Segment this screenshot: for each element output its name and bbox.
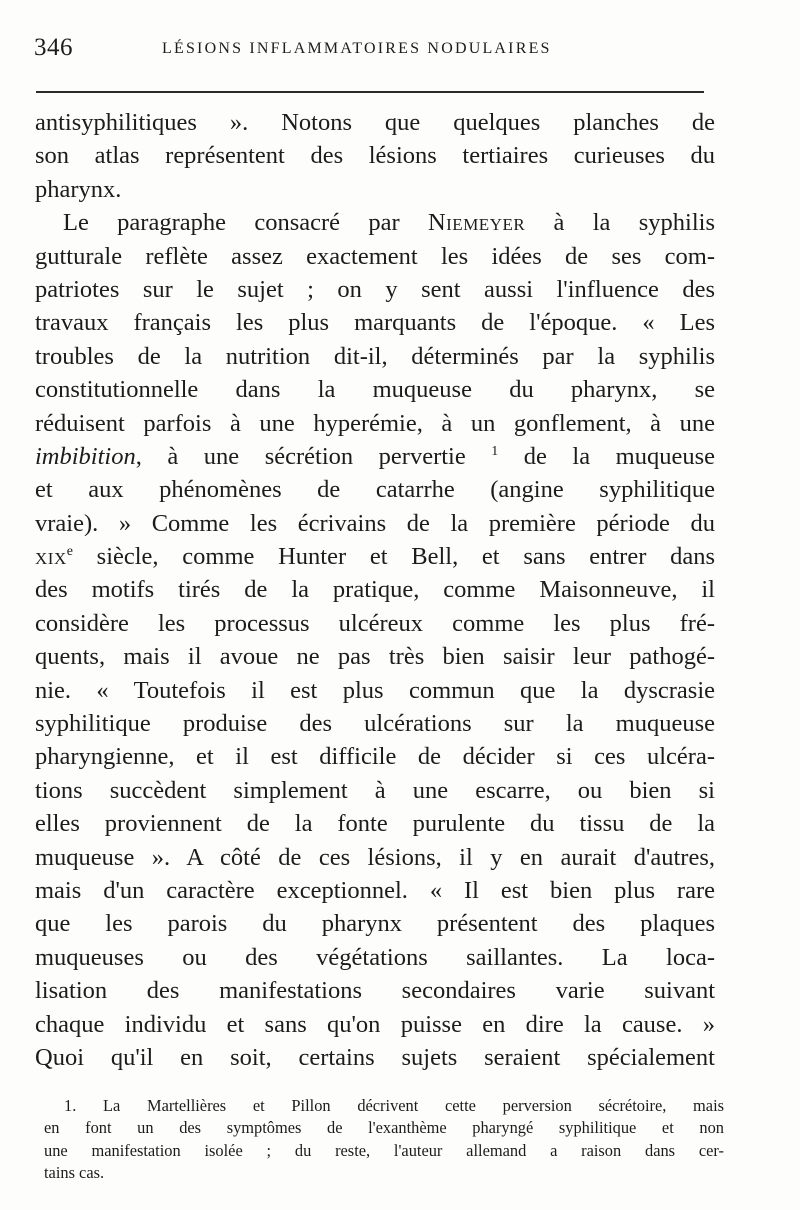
footnote-line: en font un des symptômes de l'exanthème pharyngé syphilitique et non bbox=[44, 1118, 724, 1138]
text-line: chaque individu et sans qu'on puisse en dire la cause. » bbox=[35, 1010, 715, 1038]
text-line: son atlas représentent des lésions tertiaires curieuses du bbox=[35, 142, 715, 170]
text-line: et aux phénomènes de catarrhe (angine syphilitique bbox=[35, 476, 715, 504]
text-line: vraie). » Comme les écrivains de la première période du bbox=[35, 509, 715, 537]
text-line: des motifs tirés de la pratique, comme Maisonneuve, il bbox=[35, 576, 715, 604]
text-line: muqueuses ou des végétations saillantes. La loca- bbox=[35, 943, 715, 971]
footnote-line: tains cas. bbox=[44, 1162, 105, 1182]
author-name: Niemeyer bbox=[427, 209, 526, 237]
text-line: mais d'un caractère exceptionnel. « Il est bien plus rare bbox=[35, 876, 715, 904]
footnote bbox=[44, 1095, 724, 1184]
running-title: LÉSIONS INFLAMMATOIRES NODULAIRES bbox=[162, 40, 552, 57]
text-line: Quoi qu'il en soit, certains sujets seraient spécialement bbox=[35, 1043, 715, 1071]
text-line: gutturale reflète assez exactement les idées de ses com- bbox=[35, 242, 715, 270]
text-line: pharyngienne, et il est difficile de décider si ces ulcéra- bbox=[35, 743, 715, 771]
text-line: antisyphilitiques ». Notons que quelques planches de bbox=[35, 109, 715, 136]
superscript-e: e bbox=[66, 544, 73, 560]
text-line: troubles de la nutrition dit-il, déterminés par la syphilis bbox=[35, 342, 715, 370]
text-fragment: siècle, comme Hunter et Bell, et sans entrer dans bbox=[72, 543, 715, 571]
footnote-line: 1. La Martellières et Pillon décrivent cette perversion sécrétoire, mais bbox=[64, 1096, 724, 1115]
text-line: lisation des manifestations secondaires varie suivant bbox=[35, 977, 715, 1005]
text-line: nie. « Toutefois il est plus commun que la dyscrasie bbox=[35, 676, 715, 704]
header-rule bbox=[36, 91, 704, 93]
text-line: pharynx. bbox=[35, 175, 122, 203]
text-line: réduisent parfois à une hyperémie, à un gonflement, à une bbox=[35, 409, 715, 437]
italic-term: imbibition bbox=[35, 442, 136, 470]
body-text bbox=[35, 106, 715, 1074]
text-line: elles proviennent de la fonte purulente du tissu de la bbox=[35, 810, 715, 838]
century-numeral: xix bbox=[35, 543, 67, 571]
footnote-line: une manifestation isolée ; du reste, l'auteur allemand a raison dans cer- bbox=[44, 1140, 724, 1160]
page-number: 346 bbox=[34, 34, 73, 61]
text-line: patriotes sur le sujet ; on y sent aussi l'influence des bbox=[35, 275, 715, 303]
text-fragment: Le paragraphe consacré par bbox=[63, 209, 428, 237]
text-line: quents, mais il avoue ne pas très bien saisir leur pathogé- bbox=[35, 643, 715, 671]
text-line bbox=[35, 206, 715, 239]
text-fragment: à la syphilis bbox=[525, 209, 715, 237]
text-line: considère les processus ulcéreux comme les plus fré- bbox=[35, 609, 715, 637]
text-line: tions succèdent simplement à une escarre, ou bien si bbox=[35, 776, 715, 804]
text-line bbox=[35, 540, 715, 573]
footnote-marker: 1 bbox=[491, 443, 499, 459]
page-header bbox=[34, 34, 724, 64]
text-line: syphilitique produise des ulcérations sur la muqueuse bbox=[35, 710, 715, 738]
text-line: que les parois du pharynx présentent des plaques bbox=[35, 910, 715, 938]
text-line: travaux français les plus marquants de l'époque. « Les bbox=[35, 309, 715, 337]
text-line: constitutionnelle dans la muqueuse du pharynx, se bbox=[35, 376, 715, 404]
text-fragment: de la muqueuse bbox=[498, 442, 715, 470]
text-fragment: , à une sécrétion pervertie bbox=[135, 442, 492, 470]
text-line bbox=[35, 440, 715, 473]
text-line: muqueuse ». A côté de ces lésions, il y en aurait d'autres, bbox=[35, 843, 715, 871]
